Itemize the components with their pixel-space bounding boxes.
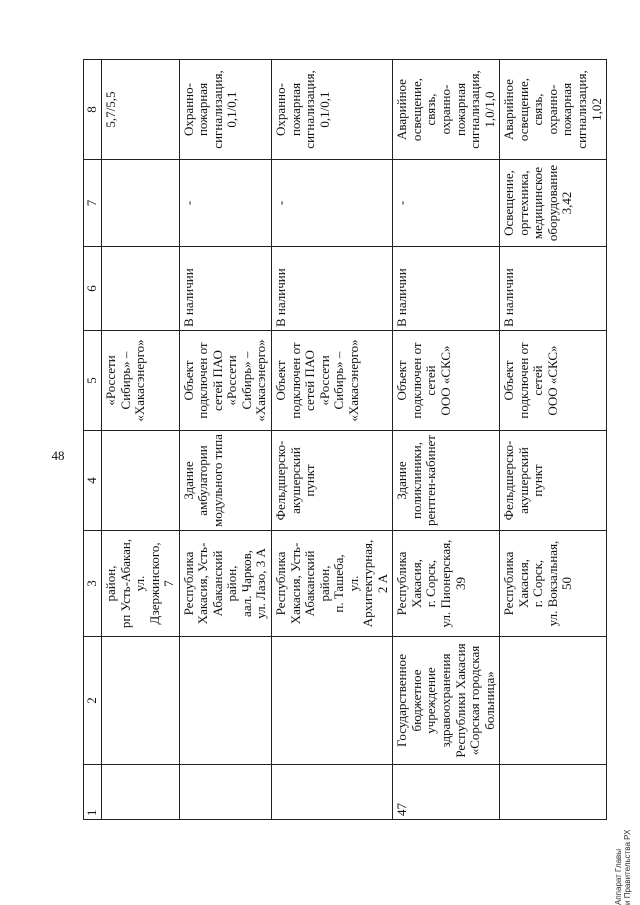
- address-cell: район, рп Усть-Абакан, ул. Дзержинского, 7: [102, 531, 180, 637]
- organization-cell: Государственное бюджетное учреждение здравоохранения Республики Хакасия «Сорская городская больница»: [393, 637, 500, 765]
- facility-cell: [102, 431, 180, 531]
- equipment-cell: [102, 160, 180, 247]
- table-row: [500, 60, 607, 820]
- row-number-cell: [102, 765, 180, 820]
- systems-cell: Аварийное освещение, связь, охранно- пожарная сигнализация, 1,02: [500, 60, 607, 160]
- availability-cell: [102, 247, 180, 331]
- facilities-table: [83, 59, 607, 820]
- organization-cell: [102, 637, 180, 765]
- header-cell-3: 3: [84, 531, 102, 637]
- table-row: [272, 60, 393, 820]
- table-row: [102, 60, 180, 820]
- page-number: 48: [51, 448, 65, 463]
- power-source-cell: Объект подключен от сетей ПАО «Россети Сибирь» – «Хакасэнерго»: [272, 331, 393, 431]
- systems-cell: 5,7/5,5: [102, 60, 180, 160]
- row-number-cell: [179, 765, 271, 820]
- header-cell-1: 1: [84, 765, 102, 820]
- availability-cell: В наличии: [272, 247, 393, 331]
- power-source-cell: Объект подключен от сетей ООО «СКС»: [500, 331, 607, 431]
- address-cell: Республика Хакасия, г. Сорск, ул. Пионерская, 39: [393, 531, 500, 637]
- power-source-cell: Объект подключен от сетей ООО «СКС»: [393, 331, 500, 431]
- header-cell-7: 7: [84, 160, 102, 247]
- organization-cell: [179, 637, 271, 765]
- footer-line-1: Аппарат Главы: [614, 848, 623, 905]
- header-row: [84, 60, 102, 820]
- availability-cell: В наличии: [500, 247, 607, 331]
- header-cell-2: 2: [84, 637, 102, 765]
- header-cell-6: 6: [84, 247, 102, 331]
- power-source-cell: «Россети Сибирь» – «Хакасэнерго»: [102, 331, 180, 431]
- availability-cell: В наличии: [393, 247, 500, 331]
- address-cell: Республика Хакасия, г. Сорск, ул. Вокзальная, 50: [500, 531, 607, 637]
- row-number-cell: 47: [393, 765, 500, 820]
- table-row: [393, 60, 500, 820]
- row-number-cell: [500, 765, 607, 820]
- footer-stamp: [615, 830, 633, 905]
- facility-cell: Фельдшерско- акушерский пункт: [272, 431, 393, 531]
- facility-cell: Здание амбулатории модульного типа: [179, 431, 271, 531]
- systems-cell: Аварийное освещение, связь, охранно- пожарная сигнализация, 1,0/1,0: [393, 60, 500, 160]
- row-number-cell: [272, 765, 393, 820]
- facility-cell: Здание поликлиники, рентген-кабинет: [393, 431, 500, 531]
- rotated-table-container: [83, 60, 640, 820]
- equipment-cell: Освещение, оргтехника, медицинское оборудование 3,42: [500, 160, 607, 247]
- header-cell-4: 4: [84, 431, 102, 531]
- facility-cell: Фельдшерско- акушерский пункт: [500, 431, 607, 531]
- availability-cell: В наличии: [179, 247, 271, 331]
- address-cell: Республика Хакасия, Усть- Абаканский район, п. Ташеба, ул. Архитектурная, 2 А: [272, 531, 393, 637]
- organization-cell: [272, 637, 393, 765]
- power-source-cell: Объект подключен от сетей ПАО «Россети Сибирь» – «Хакасэнерго»: [179, 331, 271, 431]
- header-cell-8: 8: [84, 60, 102, 160]
- footer-line-2: и Правительства РХ: [622, 829, 632, 905]
- equipment-cell: -: [179, 160, 271, 247]
- address-cell: Республика Хакасия, Усть- Абаканский район, аал. Чарков, ул. Лазо, 3 А: [179, 531, 271, 637]
- systems-cell: Охранно- пожарная сигнализация, 0,1/0,1: [179, 60, 271, 160]
- header-cell-5: 5: [84, 331, 102, 431]
- organization-cell: [500, 637, 607, 765]
- systems-cell: Охранно- пожарная сигнализация, 0,1/0,1: [272, 60, 393, 160]
- table-row: [179, 60, 271, 820]
- equipment-cell: -: [272, 160, 393, 247]
- equipment-cell: -: [393, 160, 500, 247]
